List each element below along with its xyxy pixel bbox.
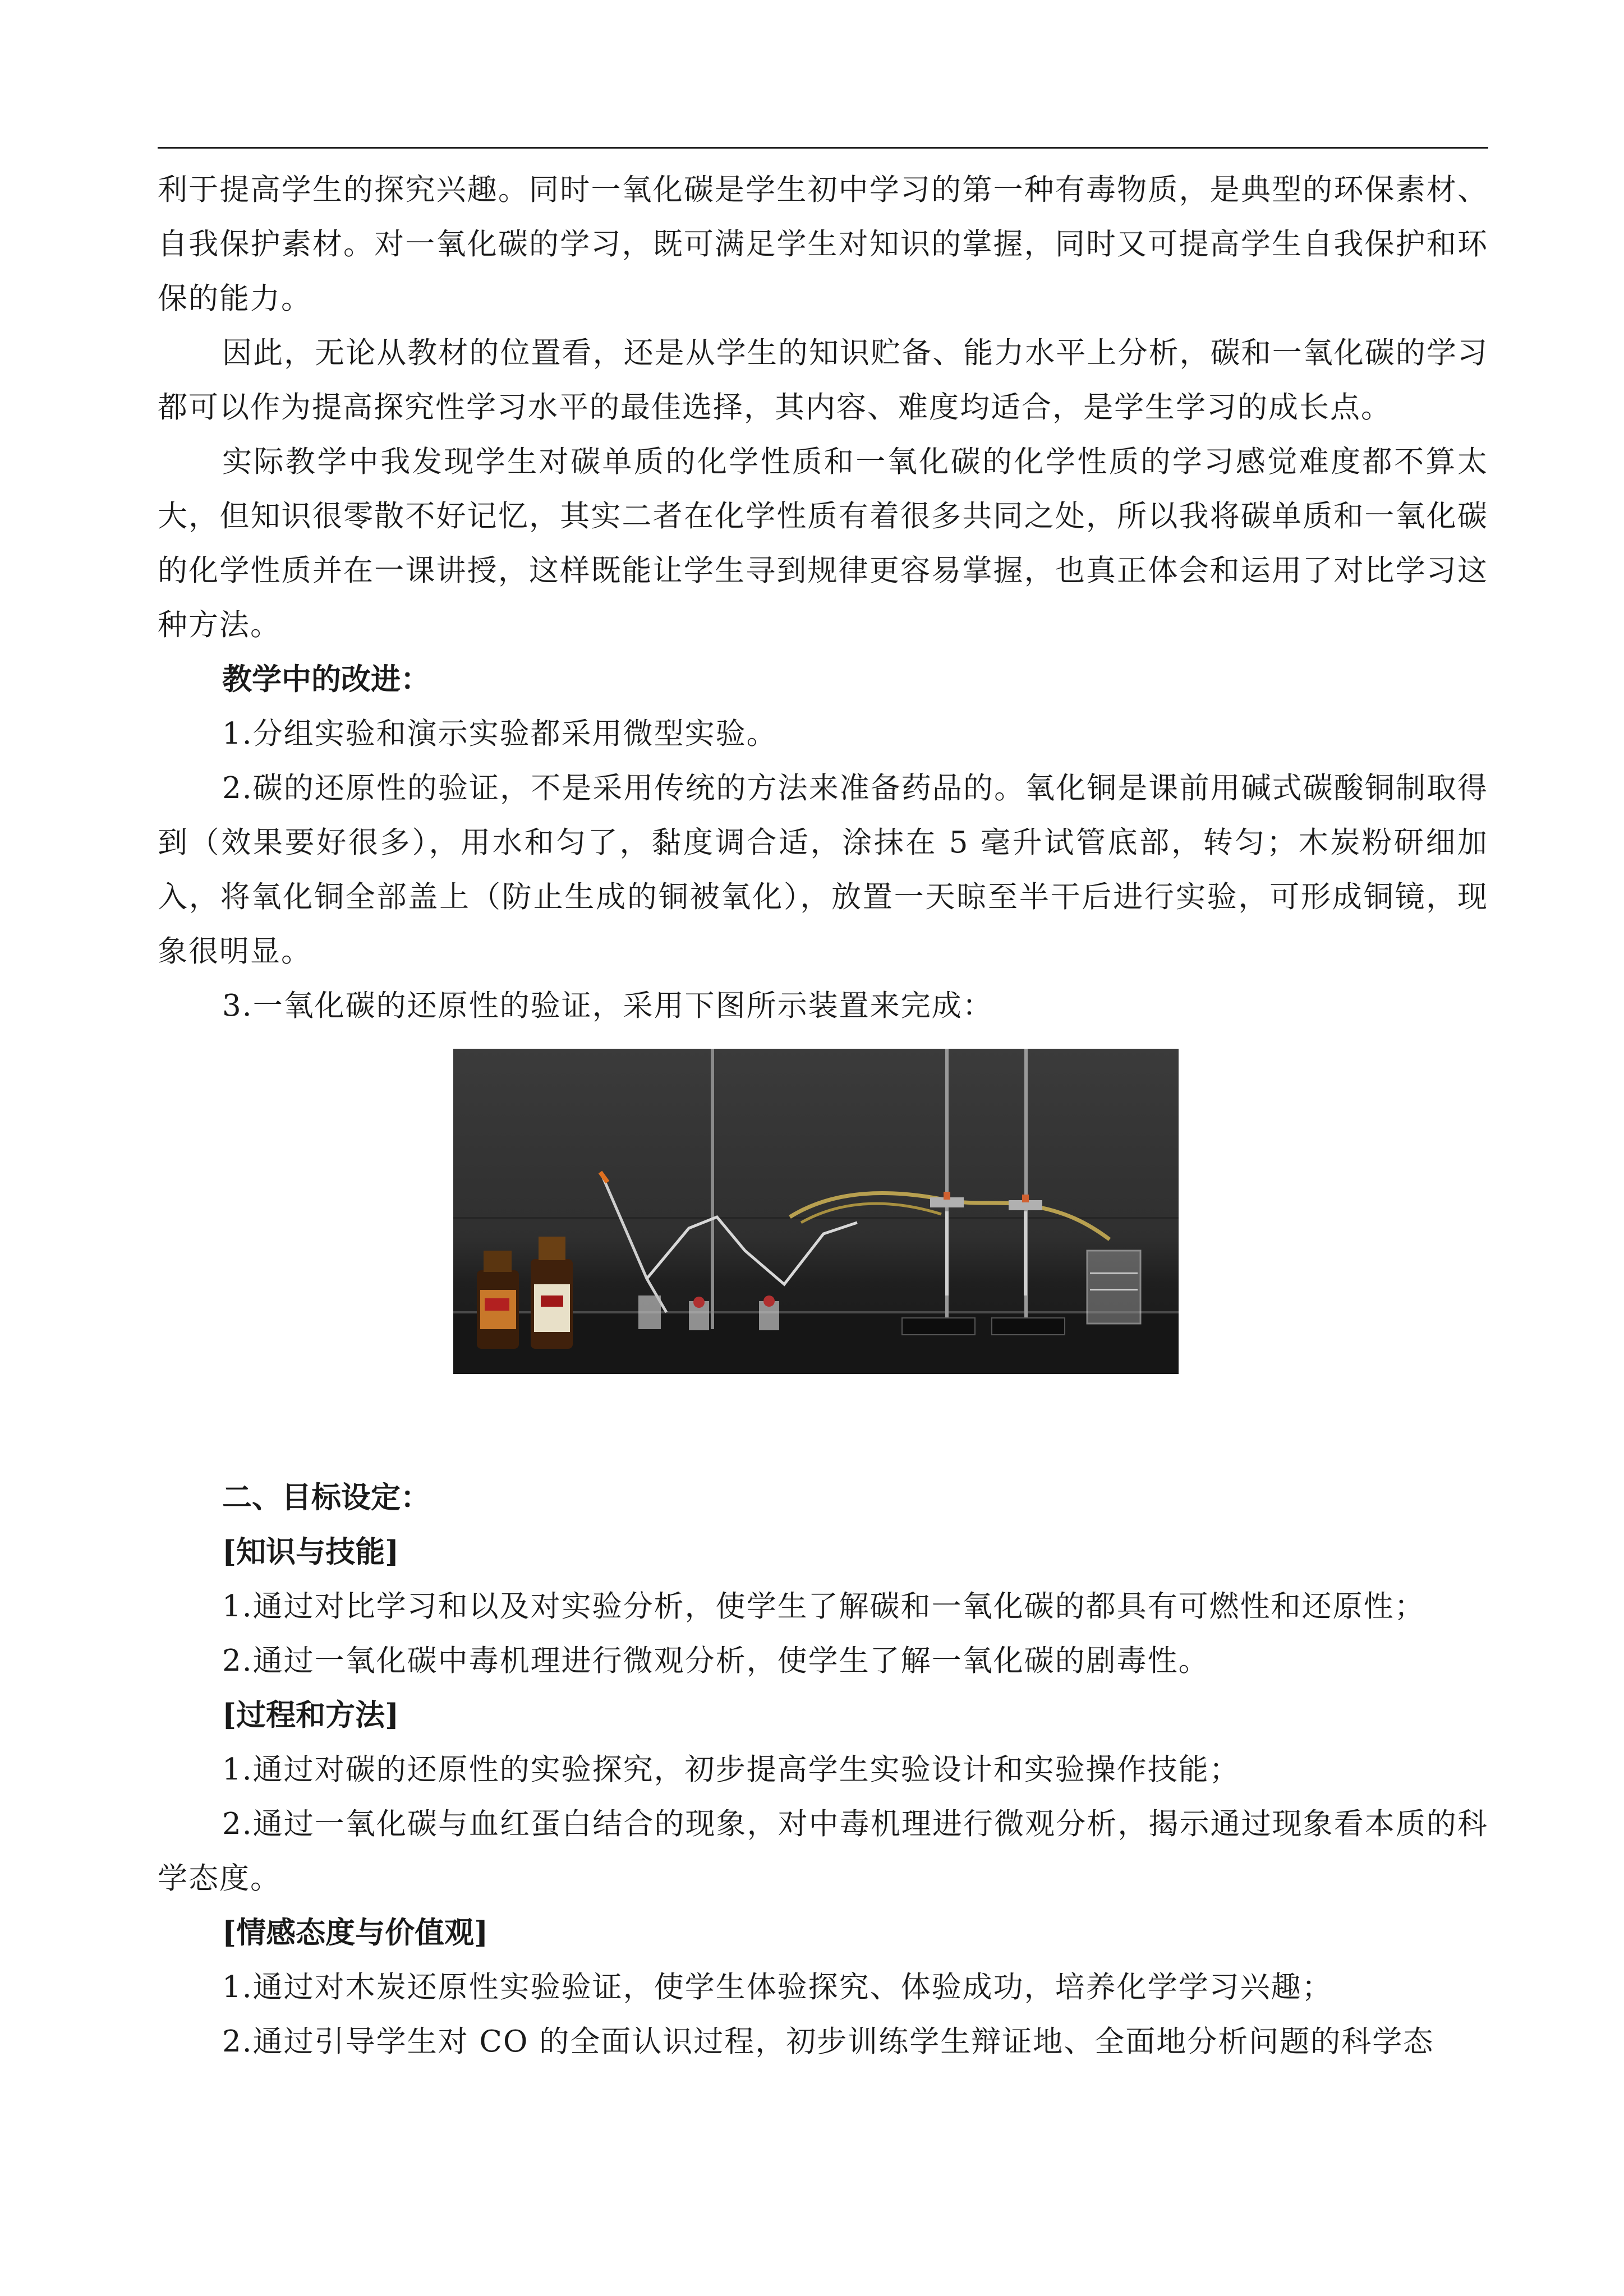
attitude-item-2: 2.通过引导学生对 CO 的全面认识过程，初步训练学生辩证地、全面地分析问题的科学态: [222, 2025, 1434, 2059]
figure: [158, 1033, 1488, 1406]
header-rule: [158, 147, 1488, 149]
attitude-item-1: 1.通过对木炭还原性实验验证，使学生体验探究、体验成功，培养化学学习兴趣；: [222, 1970, 1333, 2004]
knowledge-item-2: 2.通过一氧化碳中毒机理进行微观分析，使学生了解一氧化碳的剧毒性。: [222, 1644, 1209, 1678]
intro-paragraph-1: 利于提高学生的探究兴趣。同时一氧化碳是学生初中学习的第一种有毒物质，是典型的环保素材、自我保护素材。对一氧化碳的学习，既可满足学生对知识的掌握，同时又可提高学生自我保护和环保的能力。: [158, 173, 1488, 316]
goals-section-title-attitude: [情感态度与价值观]: [222, 1915, 489, 1950]
goals-section-title-knowledge: [知识与技能]: [222, 1534, 399, 1569]
section-gap: [158, 1406, 1488, 1470]
improvement-item-2: 2.碳的还原性的验证，不是采用传统的方法来准备药品的。氧化铜是课前用碱式碳酸铜制取得到（效果要好很多），用水和匀了，黏度调合适，涂抹在 5 毫升试管底部，转匀；木炭粉研细加入，将氧化铜全部盖上（防止生成的铜被氧化），放置一天晾至半干后进行实验，可形成铜镜，现象很明显。: [158, 771, 1488, 969]
goals-heading: 二、目标设定：: [222, 1480, 430, 1515]
improvement-item-1: 1.分组实验和演示实验都采用微型实验。: [222, 717, 778, 751]
apparatus-photo: [453, 1049, 1179, 1374]
knowledge-item-1: 1.通过对比学习和以及对实验分析，使学生了解碳和一氧化碳的都具有可燃性和还原性；: [222, 1589, 1425, 1624]
apparatus-illustration: [453, 1049, 1179, 1374]
improvement-item-3: 3.一氧化碳的还原性的验证，采用下图所示装置来完成：: [222, 989, 993, 1023]
intro-paragraph-2: 因此，无论从教材的位置看，还是从学生的知识贮备、能力水平上分析，碳和一氧化碳的学习都可以作为提高探究性学习水平的最佳选择，其内容、难度均适合，是学生学习的成长点。: [158, 336, 1488, 425]
intro-paragraph-3: 实际教学中我发现学生对碳单质的化学性质和一氧化碳的化学性质的学习感觉难度都不算太大，但知识很零散不好记忆，其实二者在化学性质有着很多共同之处，所以我将碳单质和一氧化碳的化学性质并在一课讲授，这样既能让学生寻到规律更容易掌握，也真正体会和运用了对比学习这种方法。: [158, 445, 1488, 642]
improvements-heading: 教学中的改进：: [222, 662, 430, 697]
page-content: [158, 163, 1488, 2069]
goals-section-title-process: [过程和方法]: [222, 1698, 399, 1732]
process-item-2: 2.通过一氧化碳与血红蛋白结合的现象，对中毒机理进行微观分析，揭示通过现象看本质的科学态度。: [158, 1807, 1488, 1896]
process-item-1: 1.通过对碳的还原性的实验探究，初步提高学生实验设计和实验操作技能；: [222, 1753, 1240, 1787]
